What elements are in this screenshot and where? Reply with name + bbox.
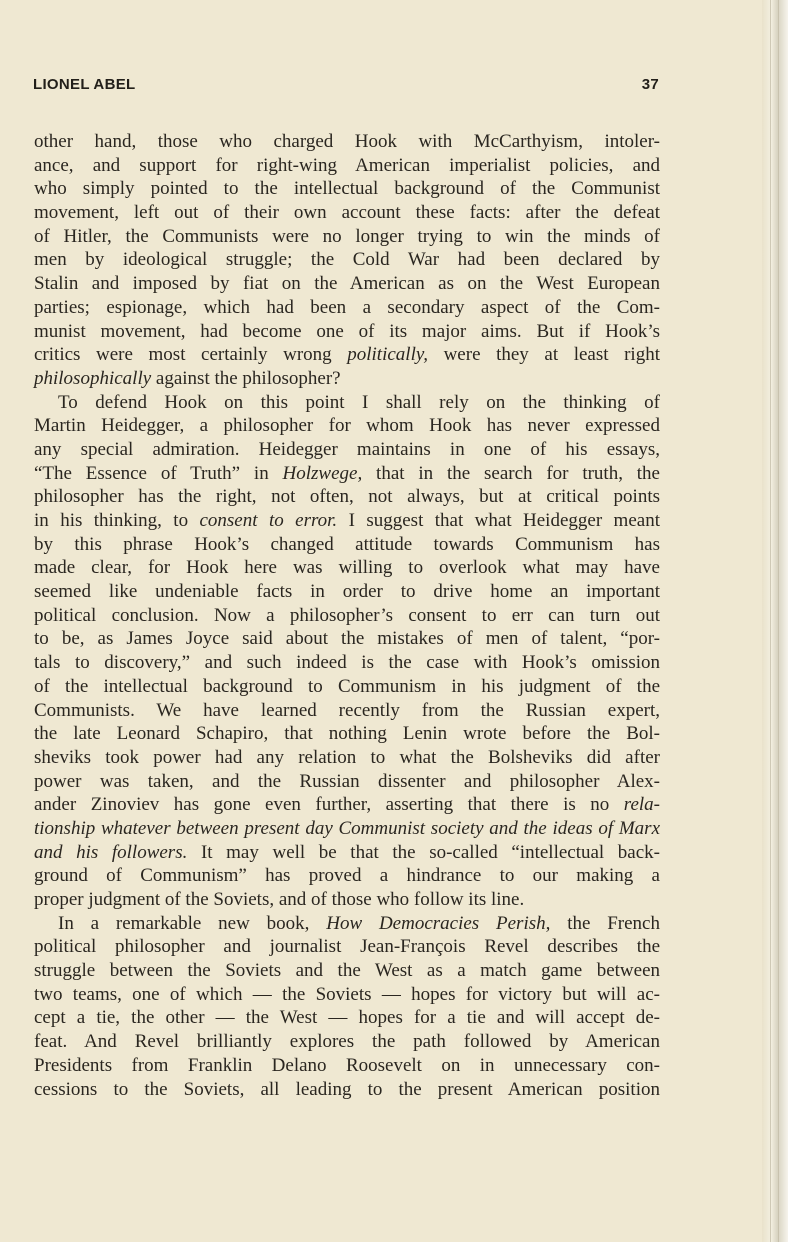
- text-line: who simply pointed to the intellectual background of the Communist: [34, 178, 660, 200]
- text-line: [34, 367, 660, 391]
- text-line: two teams, one of which — the Soviets — hopes for victory but will ac-: [34, 983, 660, 1005]
- emphasis-text: rela-: [623, 794, 660, 816]
- text-line: political conclusion. Now a philosopher’s consent to err can turn out: [34, 604, 660, 626]
- text-line: Communists. We have learned recently from the Russian expert,: [34, 699, 660, 721]
- text-line: made clear, for Hook here was willing to overlook what may have: [34, 557, 660, 579]
- emphasis-text: consent to error.: [199, 510, 338, 531]
- text-line: movement, left out of their own account these facts: after the defeat: [34, 202, 660, 224]
- text-line: proper judgment of the Soviets, and of those who follow its line.: [34, 889, 525, 910]
- emphasis-text: philosophically: [34, 367, 152, 389]
- text-line: by this phrase Hook’s changed attitude towards Communism has: [34, 533, 660, 555]
- text-line: sheviks took power had any relation to what the Bolsheviks did after: [34, 746, 660, 768]
- text-run: “The Essence of Truth” in: [34, 462, 283, 484]
- body-text: [34, 130, 660, 1101]
- text-line: of the intellectual background to Communism in his judgment of the: [34, 675, 660, 697]
- text-line: struggle between the Soviets and the West as a match game between: [34, 960, 660, 982]
- text-line: feat. And Revel brilliantly explores the path followed by American: [34, 1031, 660, 1053]
- text-line: power was taken, and the Russian dissenter and philosopher Alex-: [34, 770, 660, 792]
- text-line: men by ideological struggle; the Cold War had been declared by: [34, 249, 660, 271]
- text-line: Presidents from Franklin Delano Roosevelt on in unnecessary con-: [34, 1054, 660, 1076]
- text-run: ander Zinoviev has gone even further, asserting that there is no: [34, 794, 624, 816]
- text-line: [34, 841, 660, 865]
- text-line: [34, 462, 660, 486]
- page-edge: [762, 0, 788, 1242]
- text-run: I suggest that what Heidegger meant: [337, 510, 660, 531]
- text-run: the French: [550, 912, 660, 934]
- text-run: that in the search for truth, the: [362, 462, 660, 484]
- text-run: were they at least right: [428, 344, 660, 366]
- text-line: [34, 817, 660, 841]
- text-line: [34, 509, 660, 533]
- emphasis-text: politically,: [347, 344, 428, 366]
- paragraph-first-line: To defend Hook on this point I shall rely on the thinking of: [58, 391, 660, 413]
- text-line: ground of Communism” has proved a hindrance to our making a: [34, 865, 660, 887]
- text-line: the late Leonard Schapiro, that nothing Lenin wrote before the Bol-: [34, 723, 660, 745]
- text-line: ance, and support for right-wing American imperialist policies, and: [34, 154, 660, 176]
- text-line: philosopher has the right, not often, not always, but at critical points: [34, 486, 660, 508]
- page-number: 37: [641, 76, 659, 93]
- text-line: cept a tie, the other — the West — hopes for a tie and will accept de-: [34, 1007, 660, 1029]
- text-line: any special admiration. Heidegger maintains in one of his essays,: [34, 438, 660, 460]
- text-line: parties; espionage, which had been a secondary aspect of the Com-: [34, 296, 660, 318]
- text-run: critics were most certainly wrong: [34, 344, 348, 366]
- text-line: of Hitler, the Communists were no longer trying to win the minds of: [34, 225, 660, 247]
- text-line: [34, 343, 660, 367]
- text-line: cessions to the Soviets, all leading to the present American position: [34, 1078, 660, 1100]
- emphasis-text: How Democracies Perish,: [326, 912, 551, 934]
- text-run: in his thinking, to: [34, 510, 200, 531]
- emphasis-text: and his followers.: [34, 841, 188, 863]
- text-line: tals to discovery,” and such indeed is the case with Hook’s omission: [34, 652, 660, 674]
- text-run: In a remarkable new book,: [58, 912, 327, 934]
- text-line: munist movement, had become one of its major aims. But if Hook’s: [34, 320, 660, 342]
- text-line: Stalin and imposed by fiat on the American as on the West European: [34, 273, 660, 295]
- emphasis-text: tionship whatever between present day Communist society and the ideas of Marx: [34, 817, 660, 839]
- text-line: political philosopher and journalist Jean-François Revel describes the: [34, 936, 660, 958]
- emphasis-text: Holzwege,: [282, 462, 363, 484]
- text-run: against the philosopher?: [151, 367, 341, 389]
- paragraph-first-line: [34, 912, 660, 936]
- text-line: [34, 793, 660, 817]
- text-line: to be, as James Joyce said about the mistakes of men of talent, “por-: [34, 628, 660, 650]
- running-head-author: LIONEL ABEL: [33, 76, 136, 93]
- text-run: It may well be that the so-called “intellectual back-: [187, 841, 661, 863]
- text-line: seemed like undeniable facts in order to drive home an important: [34, 581, 660, 603]
- text-line: other hand, those who charged Hook with McCarthyism, intoler-: [34, 131, 660, 152]
- text-line: Martin Heidegger, a philosopher for whom Hook has never expressed: [34, 415, 660, 437]
